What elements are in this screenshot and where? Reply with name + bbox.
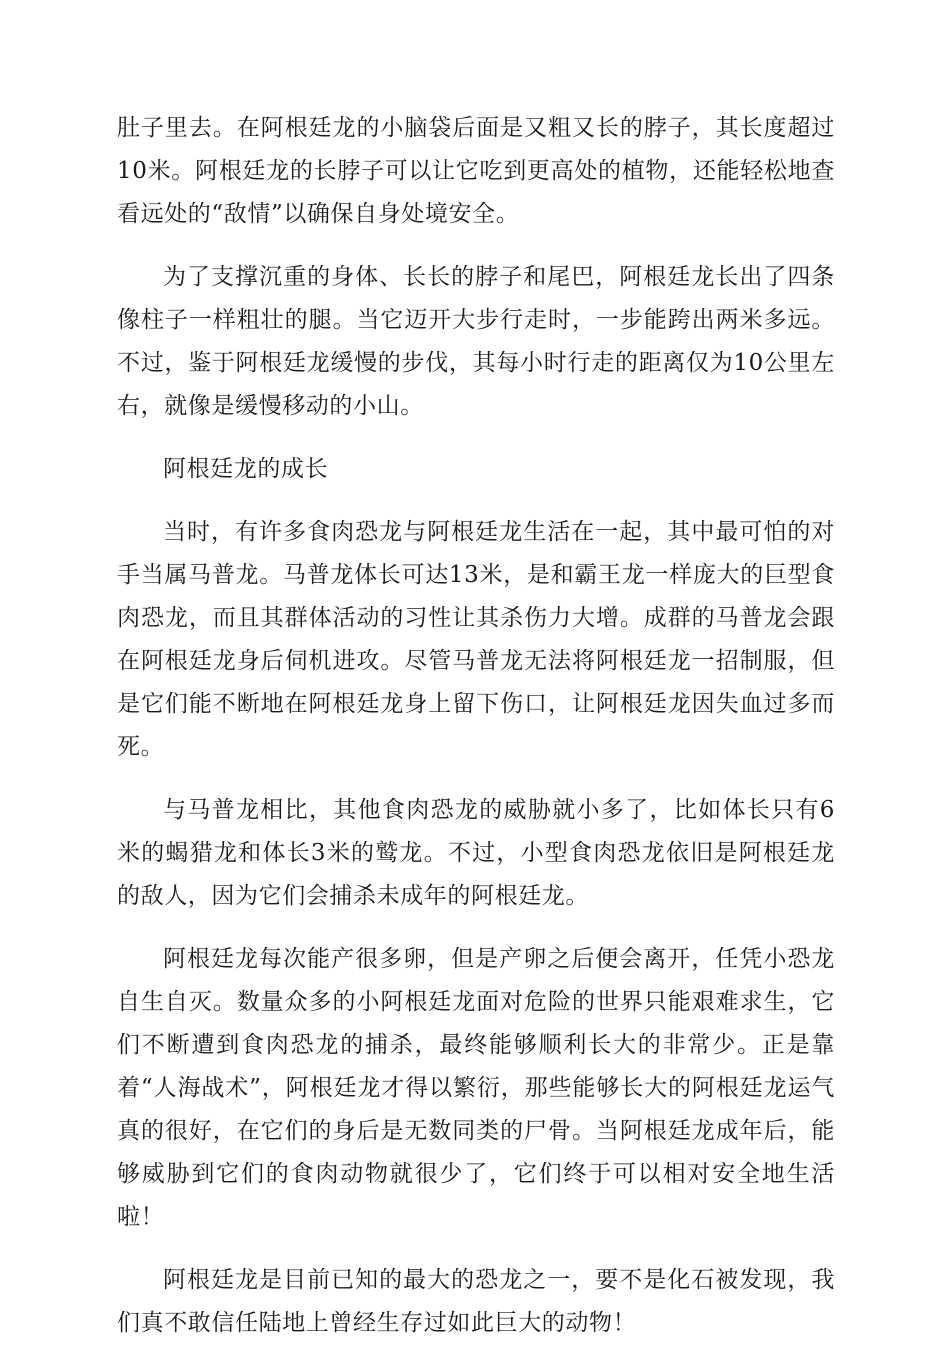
paragraph-legs: 为了支撑沉重的身体、长长的脖子和尾巴，阿根廷龙长出了四条像柱子一样粗壮的腿。当它迈开大步行走时，一步能跨出两米多远。不过，鉴于阿根廷龙缓慢的步伐，其每小时行走的距离仅为10公里左右，就像是缓慢移动的小山。 <box>117 264 835 419</box>
section-heading: 阿根廷龙的成长 <box>163 456 329 482</box>
paragraph-eggs: 阿根廷龙每次能产很多卵，但是产卵之后便会离开，任凭小恐龙自生自灭。数量众多的小阿根廷龙面对危险的世界只能艰难求生，它们不断遭到食肉恐龙的捕杀，最终能够顺利长大的非常少。正是靠着“人海战术”，阿根廷龙才得以繁衍，那些能够长大的阿根廷龙运气真的很好，在它们的身后是无数同类的尸骨。当阿根廷龙成年后，能够威胁到它们的食肉动物就很少了，它们终于可以相对安全地生活啦！ <box>117 946 835 1230</box>
article-body <box>117 107 835 1365</box>
paragraph-predators: 当时，有许多食肉恐龙与阿根廷龙生活在一起，其中最可怕的对手当属马普龙。马普龙体长可达13米，是和霸王龙一样庞大的巨型食肉恐龙，而且其群体活动的习性让其杀伤力大增。成群的马普龙会跟在阿根廷龙身后伺机进攻。尽管马普龙无法将阿根廷龙一招制服，但是它们能不断地在阿根廷龙身上留下伤口，让阿根廷龙因失血过多而死。 <box>117 519 835 760</box>
paragraph-conclusion: 阿根廷龙是目前已知的最大的恐龙之一，要不是化石被发现，我们真不敢信任陆地上曾经生存过如此巨大的动物！ <box>117 1267 835 1336</box>
paragraph-continued: 肚子里去。在阿根廷龙的小脑袋后面是又粗又长的脖子，其长度超过10米。阿根廷龙的长脖子可以让它吃到更高处的植物，还能轻松地查看远处的“敌情”以确保自身处境安全。 <box>117 115 835 227</box>
paragraph-small-predators: 与马普龙相比，其他食肉恐龙的威胁就小多了，比如体长只有6米的蝎猎龙和体长3米的鹫龙。不过，小型食肉恐龙依旧是阿根廷龙的敌人，因为它们会捕杀未成年的阿根廷龙。 <box>117 797 835 909</box>
